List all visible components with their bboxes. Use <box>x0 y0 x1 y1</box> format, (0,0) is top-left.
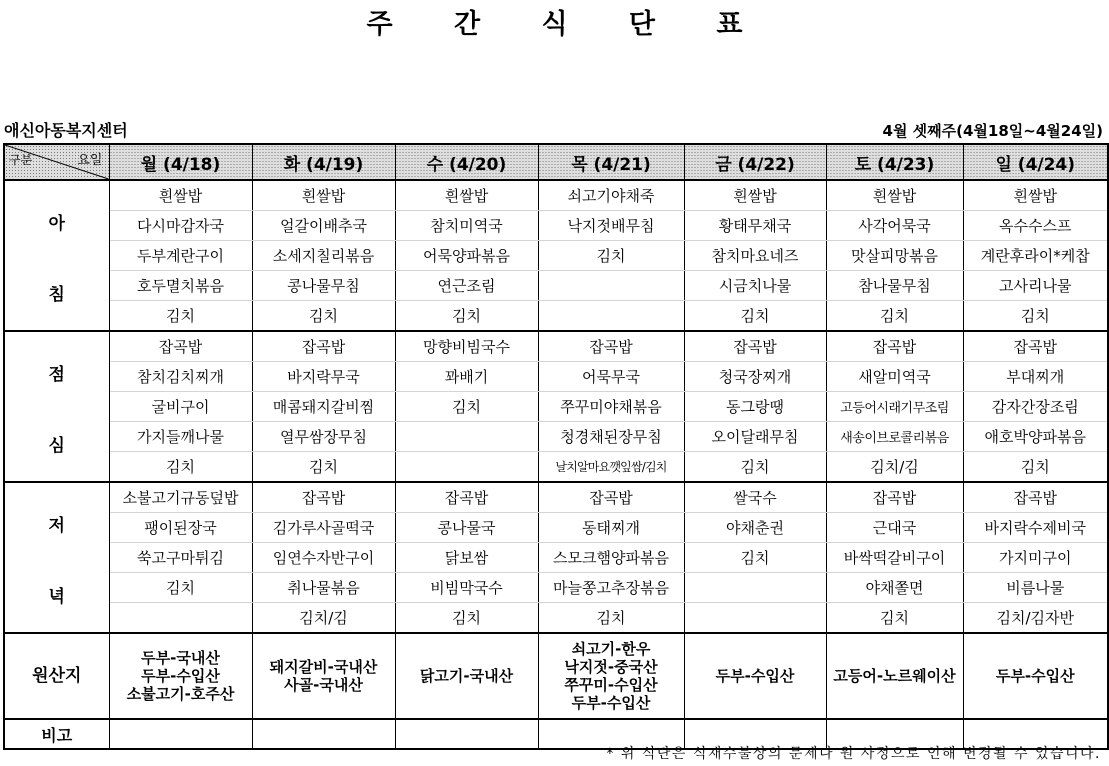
menu-cell: 참치미역국 <box>395 211 538 241</box>
menu-cell: 잡곡밥 <box>538 482 684 513</box>
note-cell <box>252 719 395 749</box>
origin-line: 두부-수입산 <box>715 667 795 685</box>
menu-cell: 김치 <box>963 452 1108 483</box>
menu-cell: 계란후라이*케찹 <box>963 241 1108 271</box>
meal-label-char: 침 <box>48 285 65 305</box>
menu-cell: 오이달래무침 <box>684 422 826 452</box>
origin-cell <box>395 633 538 719</box>
center-name: 애신아동복지센터 <box>4 121 128 140</box>
menu-cell <box>109 603 252 634</box>
menu-cell: 스모크햄양파볶음 <box>538 543 684 573</box>
origin-line: 고등어-노르웨이산 <box>833 667 956 685</box>
origin-line: 사골-국내산 <box>284 676 363 694</box>
origin-label: 원산지 <box>4 633 109 719</box>
menu-cell: 어묵양파볶음 <box>395 241 538 271</box>
menu-cell: 팽이된장국 <box>109 513 252 543</box>
menu-row-breakfast <box>4 241 1108 271</box>
menu-cell: 흰쌀밥 <box>252 180 395 211</box>
menu-cell: 흰쌀밥 <box>826 180 963 211</box>
menu-cell: 꽈배기 <box>395 362 538 392</box>
menu-cell <box>395 422 538 452</box>
menu-cell: 바싹떡갈비구이 <box>826 543 963 573</box>
meal-label-lunch <box>4 331 109 482</box>
meal-label-char: 점 <box>48 365 65 385</box>
menu-cell <box>395 452 538 483</box>
menu-cell: 잡곡밥 <box>252 482 395 513</box>
meal-label-char: 심 <box>48 436 65 456</box>
menu-cell: 사각어묵국 <box>826 211 963 241</box>
note-cell <box>109 719 252 749</box>
menu-cell: 김치 <box>963 301 1108 332</box>
menu-cell: 김치 <box>684 301 826 332</box>
origin-line: 돼지갈비-국내산 <box>269 658 378 676</box>
note-label: 비고 <box>4 719 109 749</box>
origin-line: 쇠고기-한우 <box>571 640 651 658</box>
menu-row-lunch <box>4 392 1108 422</box>
menu-cell: 옥수수스프 <box>963 211 1108 241</box>
origin-line: 두부-국내산 <box>141 649 220 667</box>
menu-cell: 김치 <box>109 452 252 483</box>
menu-cell: 바지락수제비국 <box>963 513 1108 543</box>
menu-cell: 새알미역국 <box>826 362 963 392</box>
corner-cell <box>4 144 109 180</box>
menu-cell: 청경채된장무침 <box>538 422 684 452</box>
menu-cell: 잡곡밥 <box>538 331 684 362</box>
menu-cell: 김치 <box>538 603 684 634</box>
menu-cell: 시금치나물 <box>684 271 826 301</box>
menu-row-lunch <box>4 422 1108 452</box>
menu-cell: 참치마요네즈 <box>684 241 826 271</box>
menu-cell: 잡곡밥 <box>684 331 826 362</box>
menu-cell: 비빔막국수 <box>395 573 538 603</box>
menu-cell: 비름나물 <box>963 573 1108 603</box>
meal-label-char: 저 <box>48 516 65 536</box>
day-header-fri: 금 (4/22) <box>684 144 826 180</box>
week-label: 4월 셋째주(4월18일~4월24일) <box>882 122 1103 140</box>
menu-cell: 김치 <box>395 301 538 332</box>
footnote: * 위 식단은 식재수불상의 문제나 원 사정으로 인해 변경될 수 있습니다. <box>606 746 1101 762</box>
menu-cell: 부대찌개 <box>963 362 1108 392</box>
menu-cell: 김치 <box>395 603 538 634</box>
menu-cell: 잡곡밥 <box>109 331 252 362</box>
menu-cell: 김치 <box>538 241 684 271</box>
menu-row-dinner <box>4 513 1108 543</box>
origin-line: 두부-수입산 <box>995 667 1075 685</box>
menu-cell: 흰쌀밥 <box>109 180 252 211</box>
menu-cell: 굴비구이 <box>109 392 252 422</box>
meal-label-breakfast <box>4 180 109 331</box>
menu-cell: 연근조림 <box>395 271 538 301</box>
menu-cell: 취나물볶음 <box>252 573 395 603</box>
menu-cell: 맛살피망볶음 <box>826 241 963 271</box>
menu-cell: 어묵무국 <box>538 362 684 392</box>
day-header-thu: 목 (4/21) <box>538 144 684 180</box>
menu-cell: 바지락무국 <box>252 362 395 392</box>
origin-cell <box>684 633 826 719</box>
menu-cell: 소불고기규동덮밥 <box>109 482 252 513</box>
day-header-wed: 수 (4/20) <box>395 144 538 180</box>
menu-cell: 김치 <box>252 452 395 483</box>
meal-label-char: 아 <box>48 214 65 234</box>
menu-row-breakfast <box>4 271 1108 301</box>
menu-cell: 콩나물국 <box>395 513 538 543</box>
menu-cell: 가지들깨나물 <box>109 422 252 452</box>
menu-cell: 흰쌀밥 <box>963 180 1108 211</box>
menu-cell: 황태무채국 <box>684 211 826 241</box>
meal-label-char: 녁 <box>48 587 65 607</box>
origin-line: 낙지젓-중국산 <box>564 658 658 676</box>
origin-line: 쭈꾸미-수입산 <box>564 676 658 694</box>
menu-row-dinner <box>4 482 1108 513</box>
menu-cell: 임연수자반구이 <box>252 543 395 573</box>
menu-cell: 다시마감자국 <box>109 211 252 241</box>
menu-cell: 쭈꾸미야채볶음 <box>538 392 684 422</box>
menu-row-lunch <box>4 452 1108 483</box>
menu-cell: 매콤돼지갈비찜 <box>252 392 395 422</box>
menu-cell: 김치/김자반 <box>963 603 1108 634</box>
menu-row-breakfast <box>4 180 1108 211</box>
menu-row-lunch <box>4 362 1108 392</box>
menu-cell: 쌀국수 <box>684 482 826 513</box>
menu-row-breakfast <box>4 211 1108 241</box>
menu-cell: 잡곡밥 <box>252 331 395 362</box>
menu-cell: 마늘쫑고추장볶음 <box>538 573 684 603</box>
menu-cell <box>684 573 826 603</box>
menu-cell: 김치 <box>109 301 252 332</box>
menu-cell: 동그랑땡 <box>684 392 826 422</box>
menu-cell: 잡곡밥 <box>963 331 1108 362</box>
menu-cell: 잡곡밥 <box>963 482 1108 513</box>
menu-row-breakfast <box>4 301 1108 332</box>
menu-cell: 얼갈이배추국 <box>252 211 395 241</box>
menu-cell: 닭보쌈 <box>395 543 538 573</box>
menu-cell: 애호박양파볶음 <box>963 422 1108 452</box>
origin-line: 두부-수입산 <box>141 667 220 685</box>
menu-cell: 쑥고구마튀김 <box>109 543 252 573</box>
origin-cell <box>538 633 684 719</box>
menu-cell: 김치 <box>826 603 963 634</box>
origin-row <box>4 633 1108 719</box>
menu-cell: 김치 <box>826 301 963 332</box>
menu-cell <box>684 603 826 634</box>
menu-cell: 야채쫄면 <box>826 573 963 603</box>
menu-cell: 고등어시래기무조림 <box>826 392 963 422</box>
menu-row-lunch <box>4 331 1108 362</box>
origin-cell <box>252 633 395 719</box>
menu-cell: 김치 <box>252 301 395 332</box>
day-header-sun: 일 (4/24) <box>963 144 1108 180</box>
menu-cell: 감자간장조림 <box>963 392 1108 422</box>
origin-line: 두부-수입산 <box>571 694 651 712</box>
menu-cell: 호두멸치볶음 <box>109 271 252 301</box>
day-header-tue: 화 (4/19) <box>252 144 395 180</box>
day-header-mon: 월 (4/18) <box>109 144 252 180</box>
menu-cell: 소세지칠리볶음 <box>252 241 395 271</box>
menu-table <box>3 143 1109 750</box>
header-row <box>4 144 1108 180</box>
menu-cell: 흰쌀밥 <box>395 180 538 211</box>
menu-cell: 쇠고기야채죽 <box>538 180 684 211</box>
menu-cell: 근대국 <box>826 513 963 543</box>
menu-cell: 가지미구이 <box>963 543 1108 573</box>
meal-label-dinner <box>4 482 109 633</box>
origin-line: 소불고기-호주산 <box>126 685 235 703</box>
origin-cell <box>963 633 1108 719</box>
menu-cell: 참치김치찌개 <box>109 362 252 392</box>
menu-cell: 낙지젓배무침 <box>538 211 684 241</box>
menu-row-dinner <box>4 573 1108 603</box>
note-cell <box>395 719 538 749</box>
menu-row-dinner <box>4 603 1108 634</box>
menu-cell: 흰쌀밥 <box>684 180 826 211</box>
menu-cell: 김치 <box>395 392 538 422</box>
origin-cell <box>826 633 963 719</box>
page-title: 주 간 식 단 표 <box>366 9 769 40</box>
day-header-sat: 토 (4/23) <box>826 144 963 180</box>
menu-cell: 새송이브로콜리볶음 <box>826 422 963 452</box>
origin-line: 닭고기-국내산 <box>419 667 514 685</box>
menu-cell: 동태찌개 <box>538 513 684 543</box>
menu-cell: 콩나물무침 <box>252 271 395 301</box>
menu-cell: 잡곡밥 <box>826 331 963 362</box>
menu-cell: 잡곡밥 <box>826 482 963 513</box>
menu-cell: 김치 <box>684 452 826 483</box>
corner-gubun-label: 구분 <box>9 153 33 167</box>
menu-cell <box>538 271 684 301</box>
menu-cell: 날치알마요깻잎쌈/김치 <box>538 452 684 483</box>
menu-cell: 잡곡밥 <box>395 482 538 513</box>
menu-cell <box>538 301 684 332</box>
menu-cell: 김치/김 <box>252 603 395 634</box>
menu-cell: 김치 <box>684 543 826 573</box>
menu-cell: 김치 <box>109 573 252 603</box>
menu-cell: 열무쌈장무침 <box>252 422 395 452</box>
menu-body <box>4 180 1108 749</box>
menu-cell: 참나물무침 <box>826 271 963 301</box>
menu-cell: 야채춘권 <box>684 513 826 543</box>
menu-cell: 청국장찌개 <box>684 362 826 392</box>
menu-cell: 김치/김 <box>826 452 963 483</box>
origin-cell <box>109 633 252 719</box>
menu-cell: 망향비빔국수 <box>395 331 538 362</box>
menu-cell: 고사리나물 <box>963 271 1108 301</box>
menu-row-dinner <box>4 543 1108 573</box>
menu-cell: 두부계란구이 <box>109 241 252 271</box>
menu-cell: 김가루사골떡국 <box>252 513 395 543</box>
corner-yoil-label: 요일 <box>77 153 103 168</box>
